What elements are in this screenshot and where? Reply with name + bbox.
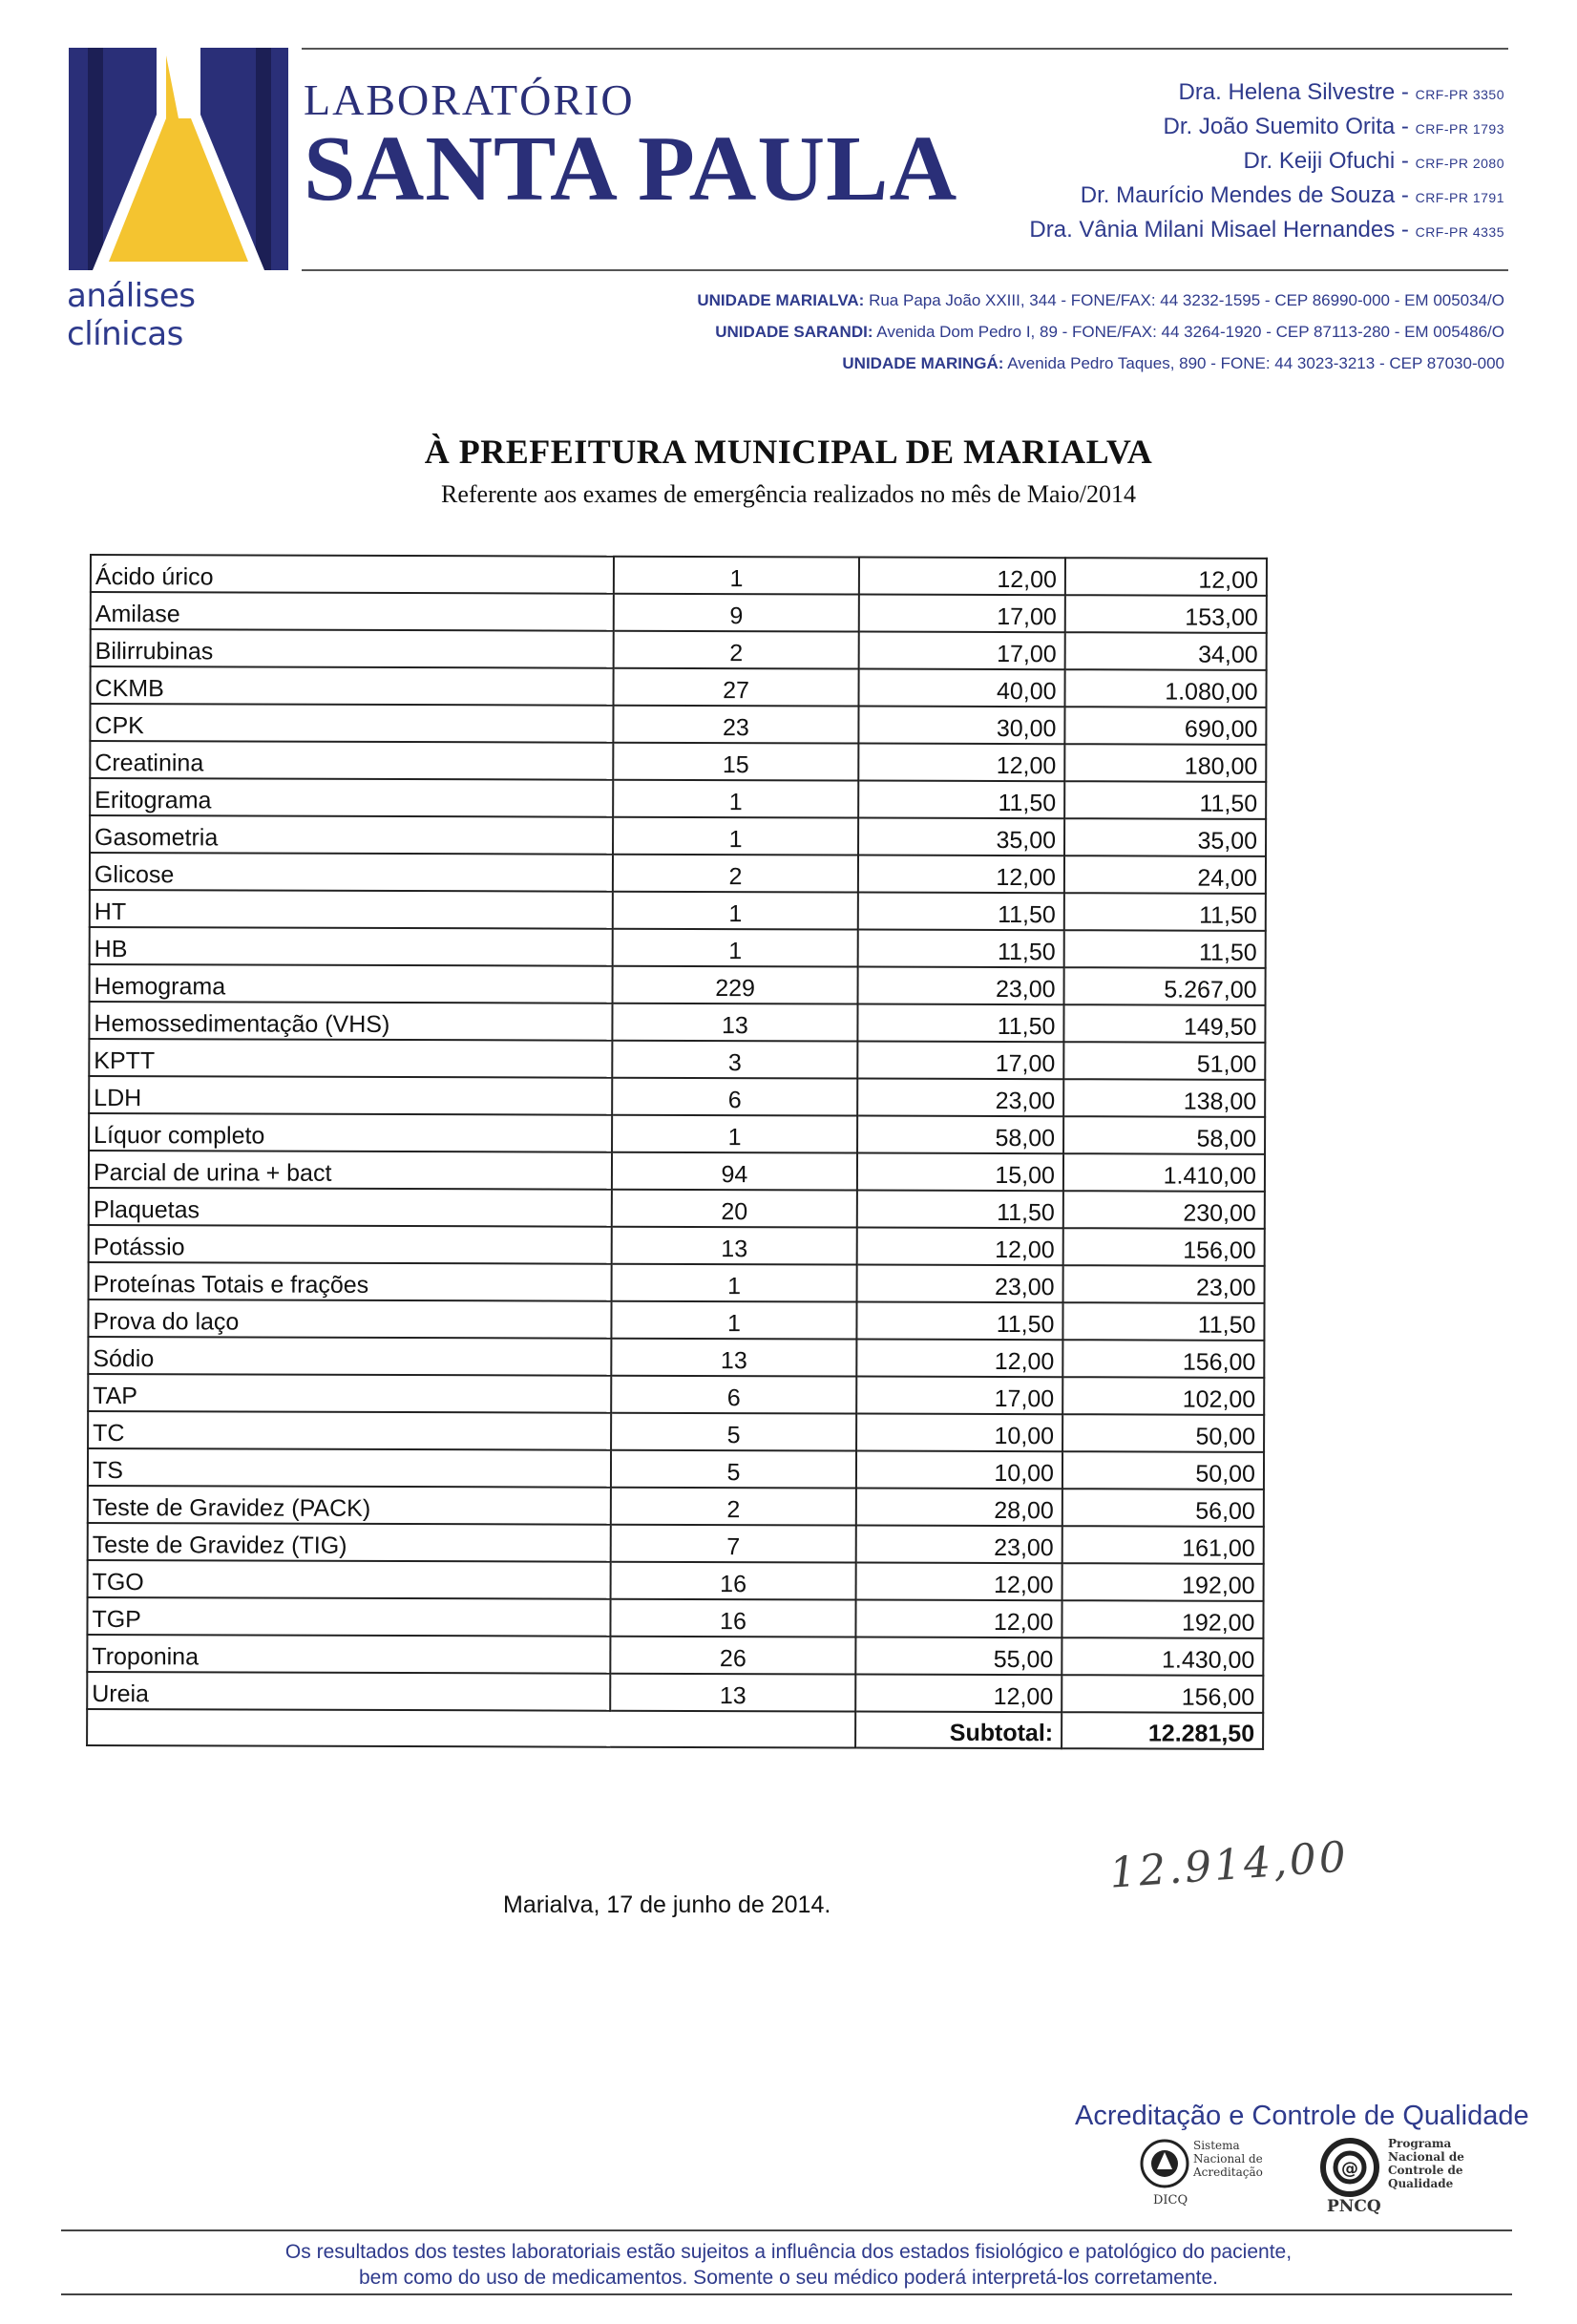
table-row (89, 1262, 1265, 1303)
unit-price-cell: 15,00 (857, 1153, 1063, 1192)
row-total-cell: 11,50 (1064, 893, 1266, 931)
unit-price-cell: 23,00 (857, 1265, 1063, 1303)
exam-name-cell: Hemossedimentação (VHS) (89, 1002, 612, 1041)
row-total-cell: 192,00 (1062, 1600, 1263, 1638)
dicq-label: DICQ (1153, 2193, 1188, 2208)
dicq-seal (1132, 2137, 1314, 2213)
doctor-crf: CRF-PR 3350 (1415, 87, 1504, 102)
exam-name-cell: Teste de Gravidez (TIG) (88, 1523, 611, 1562)
row-total-cell: 192,00 (1062, 1563, 1264, 1601)
lab-name: SANTA PAULA (304, 117, 958, 221)
exam-name-cell: CKMB (91, 666, 614, 706)
pncq-label: PNCQ (1327, 2197, 1381, 2216)
doctor-entry: Dr. Maurício Mendes de Souza - CRF-PR 1791 (1080, 182, 1504, 208)
unit-price-cell: 11,50 (857, 1004, 1063, 1043)
unit-address (697, 285, 1504, 316)
row-total-cell: 180,00 (1064, 744, 1266, 782)
disclaimer (0, 2239, 1577, 2291)
exam-name-cell: Potássio (89, 1225, 612, 1264)
quantity-cell: 1 (613, 929, 858, 967)
quantity-cell: 5 (611, 1450, 856, 1489)
unit-price-cell: 23,00 (857, 1079, 1063, 1117)
quantity-cell: 27 (614, 668, 859, 707)
row-total-cell: 51,00 (1063, 1042, 1265, 1080)
exam-name-cell: TGO (88, 1560, 611, 1599)
exam-name-cell: Glicose (90, 853, 613, 892)
quantity-cell: 1 (613, 817, 858, 856)
exam-name-cell: Ácido úrico (91, 555, 614, 594)
unit-price-cell: 11,50 (858, 893, 1064, 931)
table-row (90, 890, 1266, 931)
row-total-cell: 1.430,00 (1062, 1637, 1263, 1676)
pncq-text-line: Controle de (1388, 2164, 1463, 2177)
doctor-crf: CRF-PR 4335 (1415, 224, 1504, 240)
row-total-cell: 161,00 (1062, 1526, 1264, 1564)
table-row (87, 1597, 1263, 1638)
document-subtitle: Referente aos exames de emergência realizados no mês de Maio/2014 (441, 480, 1136, 508)
row-total-cell: 11,50 (1064, 930, 1266, 968)
unit-price-cell: 17,00 (859, 632, 1065, 670)
quantity-cell: 1 (612, 1264, 857, 1302)
unit-label: UNIDADE SARANDI: (715, 323, 873, 341)
doctor-entry: Dra. Helena Silvestre - CRF-PR 3350 (1178, 79, 1504, 105)
exam-name-cell: Gasometria (90, 815, 613, 855)
pncq-text-line: Qualidade (1388, 2177, 1454, 2190)
pncq-text-line: Programa (1388, 2137, 1452, 2150)
unit-address (697, 316, 1504, 348)
table-row (89, 1151, 1265, 1192)
unit-price-cell: 35,00 (858, 818, 1064, 856)
table-row (90, 741, 1266, 782)
quantity-cell: 5 (611, 1413, 856, 1451)
table-row (90, 704, 1266, 745)
lab-logo (69, 48, 288, 270)
unit-text: Rua Papa João XXIII, 344 - FONE/FAX: 44 3232-1595 - CEP 86990-000 - EM 005034/O (869, 291, 1504, 309)
table-row (88, 1337, 1264, 1378)
exam-table (86, 554, 1268, 1750)
unit-price-cell: 40,00 (859, 669, 1065, 708)
unit-price-cell: 10,00 (856, 1451, 1062, 1489)
header-divider-top (302, 48, 1508, 50)
quantity-cell: 6 (611, 1376, 856, 1414)
exam-name-cell: HT (90, 890, 613, 929)
row-total-cell: 156,00 (1063, 1228, 1265, 1266)
svg-text:@: @ (1341, 2159, 1358, 2179)
flask-icon (69, 48, 288, 270)
row-total-cell: 23,00 (1063, 1265, 1265, 1303)
subtotal-label: Subtotal: (855, 1712, 1062, 1749)
row-total-cell: 102,00 (1062, 1377, 1264, 1415)
row-total-cell: 56,00 (1062, 1489, 1264, 1527)
disclaimer-line: Os resultados dos testes laboratoriais estão sujeitos a influência dos estados fisiológico e patológico do paciente, (284, 2241, 1293, 2263)
table-row (90, 853, 1266, 894)
unit-price-cell: 17,00 (857, 1042, 1063, 1080)
unit-price-cell: 12,00 (858, 744, 1064, 782)
table-row (91, 629, 1267, 670)
quantity-cell: 23 (613, 706, 858, 744)
table-row (88, 1486, 1264, 1527)
quantity-cell: 1 (613, 892, 858, 930)
quantity-cell: 13 (612, 1004, 857, 1042)
unit-price-cell: 12,00 (855, 1600, 1062, 1638)
table-row (88, 1448, 1264, 1489)
row-total-cell: 35,00 (1064, 818, 1266, 856)
exam-name-cell: TS (88, 1448, 611, 1488)
table-row (88, 1374, 1264, 1415)
row-total-cell: 1.410,00 (1063, 1153, 1265, 1192)
exam-name-cell: Troponina (87, 1635, 610, 1674)
row-total-cell: 50,00 (1062, 1414, 1264, 1452)
doctor-crf: CRF-PR 1791 (1415, 190, 1504, 205)
exam-table-body (87, 555, 1267, 1749)
unit-price-cell: 12,00 (858, 856, 1064, 894)
exam-name-cell: LDH (89, 1076, 612, 1115)
unit-price-cell: 23,00 (858, 967, 1064, 1005)
quantity-cell: 13 (611, 1339, 856, 1377)
table-row (87, 1635, 1263, 1676)
unit-price-cell: 11,50 (858, 781, 1064, 819)
unit-address (697, 348, 1504, 379)
footer-divider-top (61, 2229, 1512, 2231)
unit-label: UNIDADE MARINGÁ: (842, 354, 1004, 372)
quantity-cell: 16 (611, 1562, 856, 1600)
logo-caption: análises clínicas (67, 277, 196, 353)
quantity-cell: 20 (612, 1190, 857, 1228)
row-total-cell: 149,50 (1063, 1004, 1265, 1043)
exam-name-cell: Bilirrubinas (91, 629, 614, 668)
unit-price-cell: 12,00 (859, 558, 1065, 596)
quantity-cell: 15 (613, 743, 858, 781)
unit-price-cell: 11,50 (856, 1302, 1062, 1341)
exam-name-cell: Proteínas Totais e frações (89, 1262, 612, 1301)
exam-name-cell: Teste de Gravidez (PACK) (88, 1486, 611, 1525)
quantity-cell: 3 (612, 1041, 857, 1079)
quantity-cell: 26 (610, 1637, 855, 1675)
row-total-cell: 50,00 (1062, 1451, 1264, 1489)
doctor-name: Dra. Helena Silvestre (1178, 79, 1396, 105)
exam-name-cell: Amilase (91, 592, 614, 631)
row-total-cell: 24,00 (1064, 856, 1266, 894)
pncq-text-line: Nacional de (1388, 2150, 1464, 2164)
quantity-cell: 16 (610, 1599, 855, 1637)
exam-name-cell: TC (88, 1411, 611, 1450)
quantity-cell: 1 (612, 1115, 857, 1153)
dicq-text-line: Acreditação (1193, 2166, 1263, 2179)
table-row (90, 815, 1266, 856)
table-row (89, 1225, 1265, 1266)
row-total-cell: 1.080,00 (1065, 669, 1267, 708)
unit-price-cell: 12,00 (856, 1563, 1062, 1601)
quantity-cell: 2 (613, 855, 858, 893)
row-total-cell: 58,00 (1063, 1116, 1265, 1154)
table-row (89, 1002, 1265, 1043)
exam-name-cell: Sódio (88, 1337, 611, 1376)
doctor-list (1029, 76, 1504, 248)
exam-name-cell: Prova do laço (88, 1299, 611, 1339)
unit-price-cell: 23,00 (856, 1526, 1062, 1564)
subtotal-row (87, 1709, 1263, 1749)
quantity-cell: 6 (612, 1078, 857, 1116)
table-row (89, 1188, 1265, 1229)
subtotal-value: 12.281,50 (1062, 1712, 1263, 1749)
footer-divider-bottom (61, 2293, 1512, 2295)
table-row (91, 592, 1267, 633)
quantity-cell: 2 (614, 631, 859, 669)
exam-name-cell: Hemograma (90, 964, 613, 1004)
quantity-cell: 9 (614, 594, 859, 632)
row-total-cell: 11,50 (1064, 781, 1266, 819)
table-row (89, 1076, 1265, 1117)
date-line: Marialva, 17 de junho de 2014. (503, 1891, 831, 1918)
table-row (88, 1560, 1264, 1601)
dicq-seal-icon (1138, 2137, 1191, 2194)
quantity-cell: 229 (613, 966, 858, 1004)
unit-price-cell: 58,00 (857, 1116, 1063, 1154)
unit-price-cell: 12,00 (857, 1228, 1063, 1266)
row-total-cell: 153,00 (1065, 595, 1267, 633)
exam-name-cell: Líquor completo (89, 1113, 612, 1152)
table-row (91, 666, 1267, 708)
row-total-cell: 156,00 (1062, 1675, 1263, 1713)
table-row (88, 1523, 1264, 1564)
doctor-crf: CRF-PR 1793 (1415, 121, 1504, 137)
row-total-cell: 5.267,00 (1064, 967, 1266, 1005)
pncq-seal-icon (1319, 2137, 1380, 2198)
table-row (88, 1411, 1264, 1452)
unit-price-cell: 11,50 (857, 1191, 1063, 1229)
quantity-cell: 1 (614, 557, 859, 595)
quantity-cell: 94 (612, 1152, 857, 1191)
row-total-cell: 138,00 (1063, 1079, 1265, 1117)
row-total-cell: 230,00 (1063, 1191, 1265, 1229)
doctor-name: Dr. João Suemito Orita (1163, 114, 1396, 139)
exam-name-cell: KPTT (89, 1039, 612, 1078)
exam-name-cell: Plaquetas (89, 1188, 612, 1227)
exam-name-cell: Creatinina (90, 741, 613, 780)
exam-name-cell: Eritograma (90, 778, 613, 817)
unit-price-cell: 11,50 (858, 930, 1064, 968)
row-total-cell: 12,00 (1065, 558, 1267, 596)
unit-label: UNIDADE MARIALVA: (697, 291, 865, 309)
quantity-cell: 13 (612, 1227, 857, 1265)
accreditation-title: Acreditação e Controle de Qualidade (1075, 2101, 1529, 2131)
quantity-cell: 13 (610, 1674, 855, 1712)
lab-word: LABORATÓRIO (304, 75, 635, 124)
exam-name-cell: Ureia (87, 1672, 610, 1711)
subtotal-spacer (87, 1709, 610, 1747)
quantity-cell: 2 (611, 1488, 856, 1526)
exam-name-cell: TGP (87, 1597, 610, 1637)
table-row (90, 964, 1266, 1005)
quantity-cell: 1 (611, 1301, 856, 1340)
table-row (87, 1672, 1263, 1713)
table-row (90, 778, 1266, 819)
table-row (90, 927, 1266, 968)
subtotal-spacer (610, 1711, 855, 1748)
unit-price-cell: 55,00 (855, 1637, 1062, 1676)
dicq-text-line: Sistema (1193, 2139, 1240, 2152)
document-title: À PREFEITURA MUNICIPAL DE MARIALVA (424, 433, 1153, 471)
unit-price-cell: 12,00 (856, 1340, 1062, 1378)
exam-name-cell: TAP (88, 1374, 611, 1413)
doctor-entry: Dr. Keiji Ofuchi - CRF-PR 2080 (1243, 148, 1504, 174)
unit-price-cell: 12,00 (855, 1675, 1062, 1713)
row-total-cell: 156,00 (1062, 1340, 1264, 1378)
handwritten-total: 12.914,00 (1107, 1832, 1351, 1898)
disclaimer-line: bem como do uso de medicamentos. Somente o seu médico poderá interpretá-los corretamente. (359, 2267, 1218, 2289)
row-total-cell: 690,00 (1064, 707, 1266, 745)
quantity-cell: 1 (613, 780, 858, 818)
doctor-entry: Dra. Vânia Milani Misael Hernandes - CRF-PR 4335 (1029, 217, 1504, 243)
header-divider-bottom (302, 269, 1508, 271)
table-row (89, 1039, 1265, 1080)
unit-price-cell: 28,00 (856, 1489, 1062, 1527)
unit-text: Avenida Pedro Taques, 890 - FONE: 44 3023-3213 - CEP 87030-000 (1007, 354, 1504, 372)
unit-text: Avenida Dom Pedro I, 89 - FONE/FAX: 44 3264-1920 - CEP 87113-280 - EM 005486/O (876, 323, 1504, 341)
unit-addresses (697, 285, 1504, 379)
doctor-name: Dr. Maurício Mendes de Souza (1080, 182, 1396, 208)
row-total-cell: 34,00 (1065, 632, 1267, 670)
doctor-name: Dr. Keiji Ofuchi (1243, 148, 1396, 174)
exam-name-cell: CPK (90, 704, 613, 743)
doctor-entry: Dr. João Suemito Orita - CRF-PR 1793 (1163, 114, 1504, 139)
table-row (88, 1299, 1264, 1341)
doctor-name: Dra. Vânia Milani Misael Hernandes (1029, 217, 1396, 243)
unit-price-cell: 10,00 (856, 1414, 1062, 1452)
quantity-cell: 7 (611, 1525, 856, 1563)
doctor-crf: CRF-PR 2080 (1415, 156, 1504, 171)
unit-price-cell: 30,00 (858, 707, 1064, 745)
table-row (91, 555, 1267, 596)
unit-price-cell: 17,00 (856, 1377, 1062, 1415)
row-total-cell: 11,50 (1062, 1302, 1264, 1341)
pncq-seal (1319, 2137, 1510, 2223)
dicq-text-line: Nacional de (1193, 2152, 1263, 2166)
table-row (89, 1113, 1265, 1154)
exam-name-cell: Parcial de urina + bact (89, 1151, 612, 1190)
exam-name-cell: HB (90, 927, 613, 966)
unit-price-cell: 17,00 (859, 595, 1065, 633)
